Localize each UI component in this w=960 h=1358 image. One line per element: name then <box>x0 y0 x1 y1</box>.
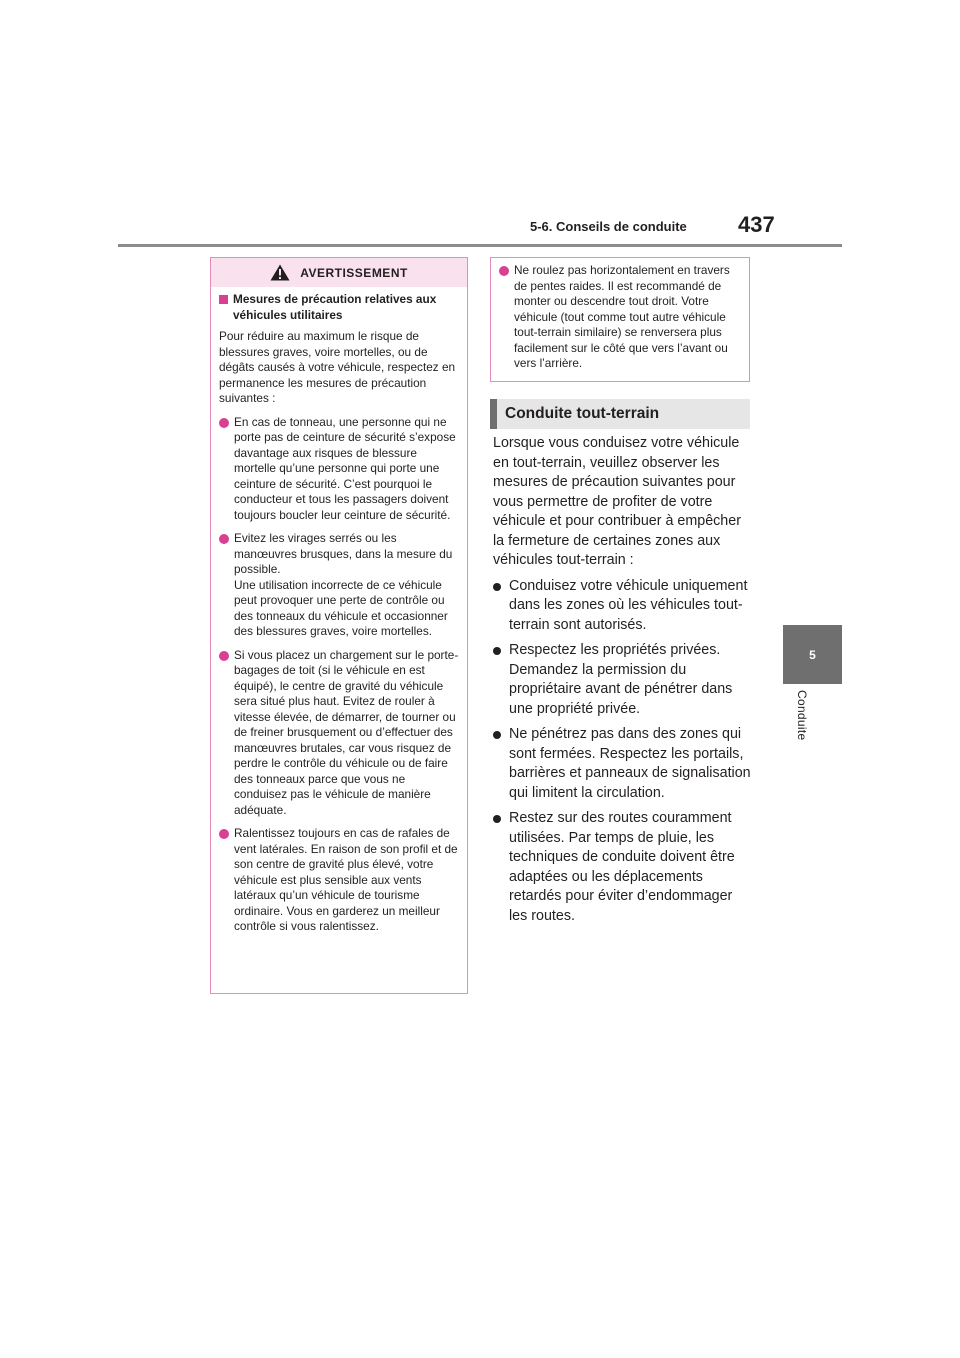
warning-bullet-text: En cas de tonneau, une personne qui ne porte pas de ceinture de sécurité s’expose davantage aux risques de blessure mortelle qu’une personne qui porte une ceinture de sécurité. C’est pourquoi le conducteur et tous les passagers doivent toujours boucler leur ceinture de sécurité. <box>234 414 456 522</box>
pink-bullet-icon <box>219 418 229 428</box>
warning-title: AVERTISSEMENT <box>300 265 408 280</box>
warning-bullet-text: Ne roulez pas horizontalement en travers de pentes raides. Il est recommandé de monter ou descendre tout droit. Votre véhicule (tout comme tout autre véhicule tout-terrain similaire) se renversera plus facilement sur le côté que vers l’avant ou vers l’arrière. <box>514 263 730 370</box>
section-bullet-text: Restez sur des routes couramment utilisées. Par temps de pluie, les techniques de conduite doivent être adaptées ou les déplacements retardés pour éviter d’endommager les routes. <box>509 810 735 924</box>
warning-box <box>210 257 468 994</box>
warning-bullet <box>219 648 459 819</box>
section-title: Conduite tout-terrain <box>490 399 750 429</box>
pink-bullet-icon <box>219 651 229 661</box>
chapter-label: Conduite <box>795 690 809 741</box>
chapter-number: 5 <box>809 647 816 662</box>
section-bullet <box>493 641 751 719</box>
section-bullet-text: Conduisez votre véhicule uniquement dans les zones où les véhicules tout-terrain sont autorisés. <box>509 577 748 633</box>
section-bullet <box>493 809 751 926</box>
warning-subtitle-text: Mesures de précaution relatives aux véhicules utilitaires <box>233 292 437 322</box>
warning-header <box>211 258 467 287</box>
warning-bullet <box>499 263 741 372</box>
section-bullet-text: Ne pénétrez pas dans des zones qui sont fermées. Respectez les portails, barrières et panneaux de signalisation qui limitent la circulation. <box>509 726 751 801</box>
pink-bullet-icon <box>219 829 229 839</box>
pink-bullet-icon <box>499 266 509 276</box>
header-divider <box>118 244 842 247</box>
section-bullet-text: Respectez les propriétés privées. Demandez la permission du propriétaire avant de pénétrer dans une propriété privée. <box>509 642 733 717</box>
section-bullet <box>493 725 751 803</box>
warning-bullet-text: Evitez les virages serrés ou les manœuvres brusques, dans la mesure du possible. Une utilisation incorrecte de ce véhicule peut provoquer une perte de contrôle ou des tonneaux du véhicule et occasionner des blessures graves, voire mortelles. <box>234 531 453 638</box>
section-heading: 5-6. Conseils de conduite <box>530 219 687 234</box>
bullet-icon <box>493 731 501 739</box>
warning-bullet <box>219 415 459 524</box>
section-intro: Lorsque vous conduisez votre véhicule en tout-terrain, veuillez observer les mesures de précaution suivantes pour vous permettre de profiter de votre véhicule et pour contribuer à empêcher la fermeture de certaines zones aux véhicules tout-terrain : <box>493 435 741 568</box>
section-bullet <box>493 577 751 636</box>
pink-bullet-icon <box>219 534 229 544</box>
warning-intro: Pour réduire au maximum le risque de blessures graves, voire mortelles, ou de dégâts causés à votre véhicule, respectez en permanence les mesures de précaution suivantes : <box>219 329 456 405</box>
page-number: 437 <box>738 212 775 237</box>
warning-triangle-icon <box>270 264 290 281</box>
warning-bullet-text: Si vous placez un chargement sur le porte-bagages de toit (si le véhicule en est équipé), le centre de gravité du véhicule sera situé plus haut. Evitez de rouler à vitesse élevée, de démarrer, de tourner ou de freiner brusquement ou d’effectuer des manœuvres brutales, car vous risquez de perdre le contrôle du véhicule ou de faire des tonneaux parce que vous ne conduisez pas le véhicule de manière adéquate. <box>234 647 459 817</box>
warning-subtitle <box>219 292 459 323</box>
warning-body <box>211 287 467 935</box>
bullet-icon <box>493 647 501 655</box>
warning-bullet <box>219 826 459 935</box>
warning-bullet <box>219 531 459 640</box>
warning-continued-box <box>490 257 750 382</box>
section-body <box>493 434 751 926</box>
bullet-icon <box>493 815 501 823</box>
square-bullet-icon <box>219 295 228 304</box>
warning-bullet-text: Ralentissez toujours en cas de rafales de vent latérales. En raison de son profil et de son centre de gravité plus élevé, votre véhicule est plus sensible aux vents latéraux qu’un véhicule de tourisme ordinaire. Vous en garderez un meilleur contrôle si vous ralentissez. <box>234 826 458 933</box>
bullet-icon <box>493 583 501 591</box>
chapter-tab <box>783 625 842 684</box>
